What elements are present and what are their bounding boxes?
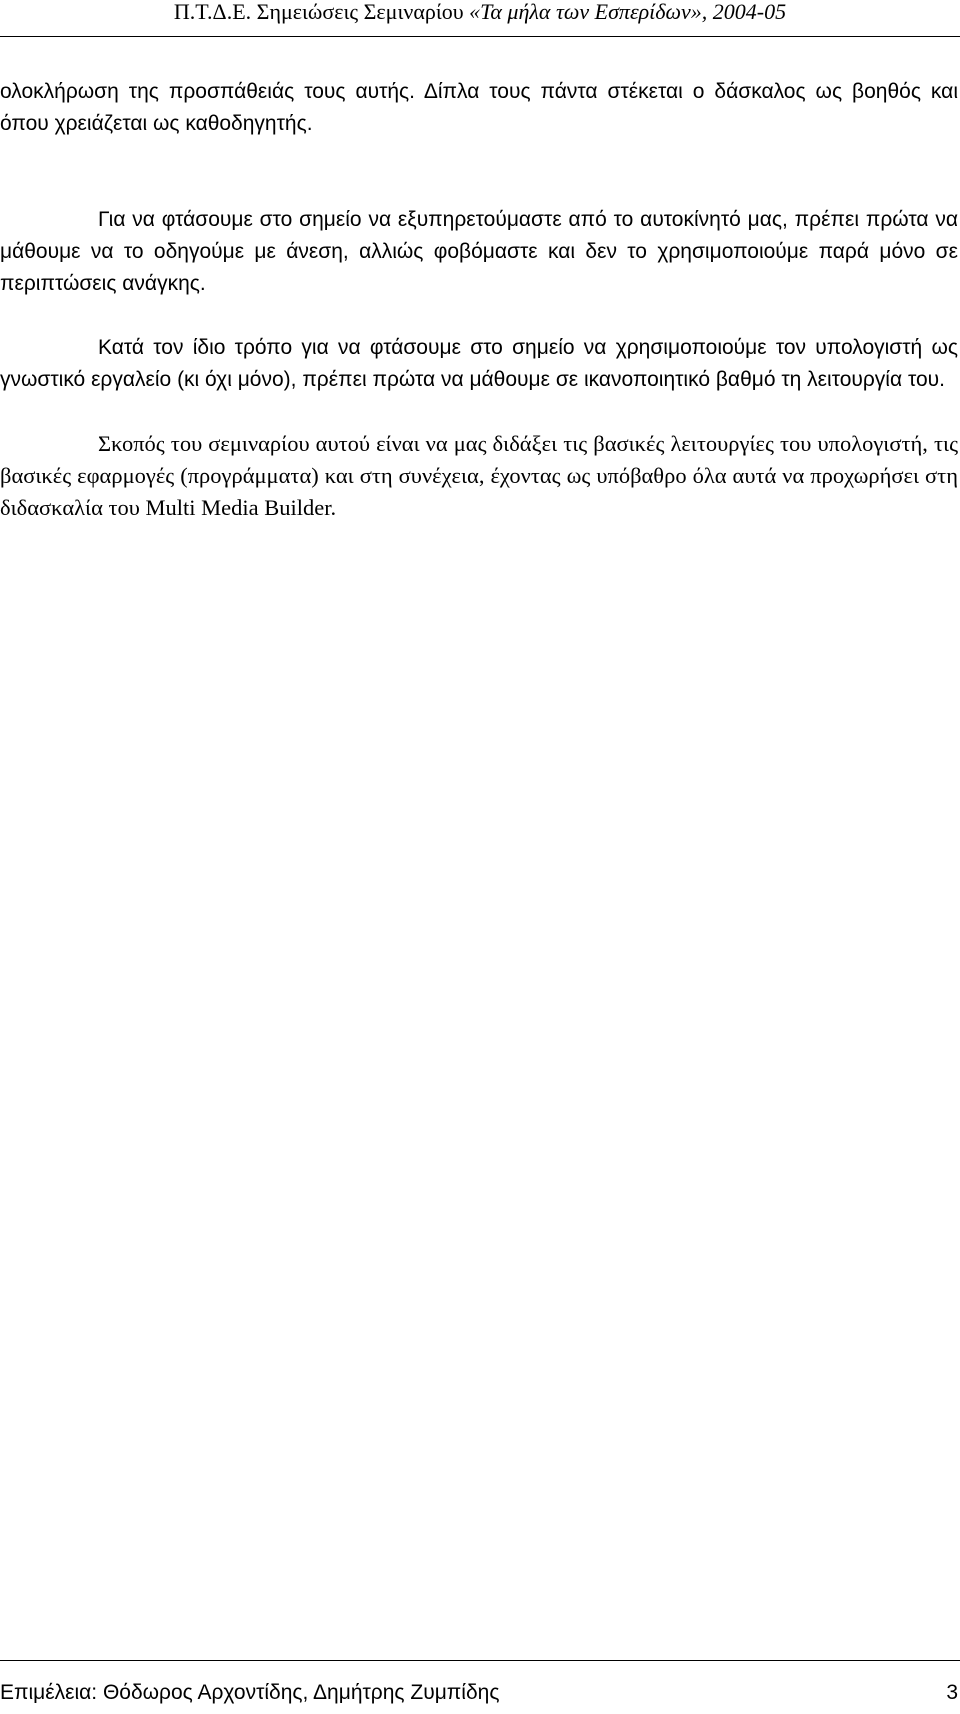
paragraph-seminar-goal: Σκοπός του σεμιναρίου αυτού είναι να μας διδάξει τις βασικές λειτουργίες του υπολογιστή, τις βασικές εφαρμογές (προγράμματα) και στη συνέχεια, έχοντας ως υπόβαθρο όλα αυτά να προχωρήσει στη διδασκαλία του Multi Media Builder. [0,431,958,520]
header-subtitle: «Τα μήλα των Εσπερίδων», 2004-05 [469,0,787,24]
page-footer [0,1660,960,1704]
document-body [0,76,958,524]
header-title: Π.Τ.Δ.Ε. Σημειώσεις Σεμιναρίου [173,0,470,24]
paragraph-continuation: ολοκλήρωση της προσπάθειάς τους αυτής. Δίπλα τους πάντα στέκεται ο δάσκαλος ως βοηθός και όπου χρειάζεται ως καθοδηγητής. [0,80,958,135]
paragraph-computer-tool: Κατά τον ίδιο τρόπο για να φτάσουμε στο σημείο να χρησιμοποιούμε τον υπολογιστή ως γνωστικό εργαλείο (κι όχι μόνο), πρέπει πρώτα να μάθουμε σε ικανοποιητικό βαθμό τη λειτουργία του. [0,336,958,391]
page-number: 3 [946,1681,958,1704]
page-header [0,0,960,37]
paragraph-car-analogy: Για να φτάσουμε στο σημείο να εξυπηρετούμαστε από το αυτοκίνητό μας, πρέπει πρώτα να μάθουμε να το οδηγούμε με άνεση, αλλιώς φοβόμαστε και δεν το χρησιμοποιούμε παρά μόνο σε περιπτώσεις ανάγκης. [0,208,958,295]
footer-credits: Επιμέλεια: Θόδωρος Αρχοντίδης, Δημήτρης Ζυμπίδης [0,1681,500,1704]
